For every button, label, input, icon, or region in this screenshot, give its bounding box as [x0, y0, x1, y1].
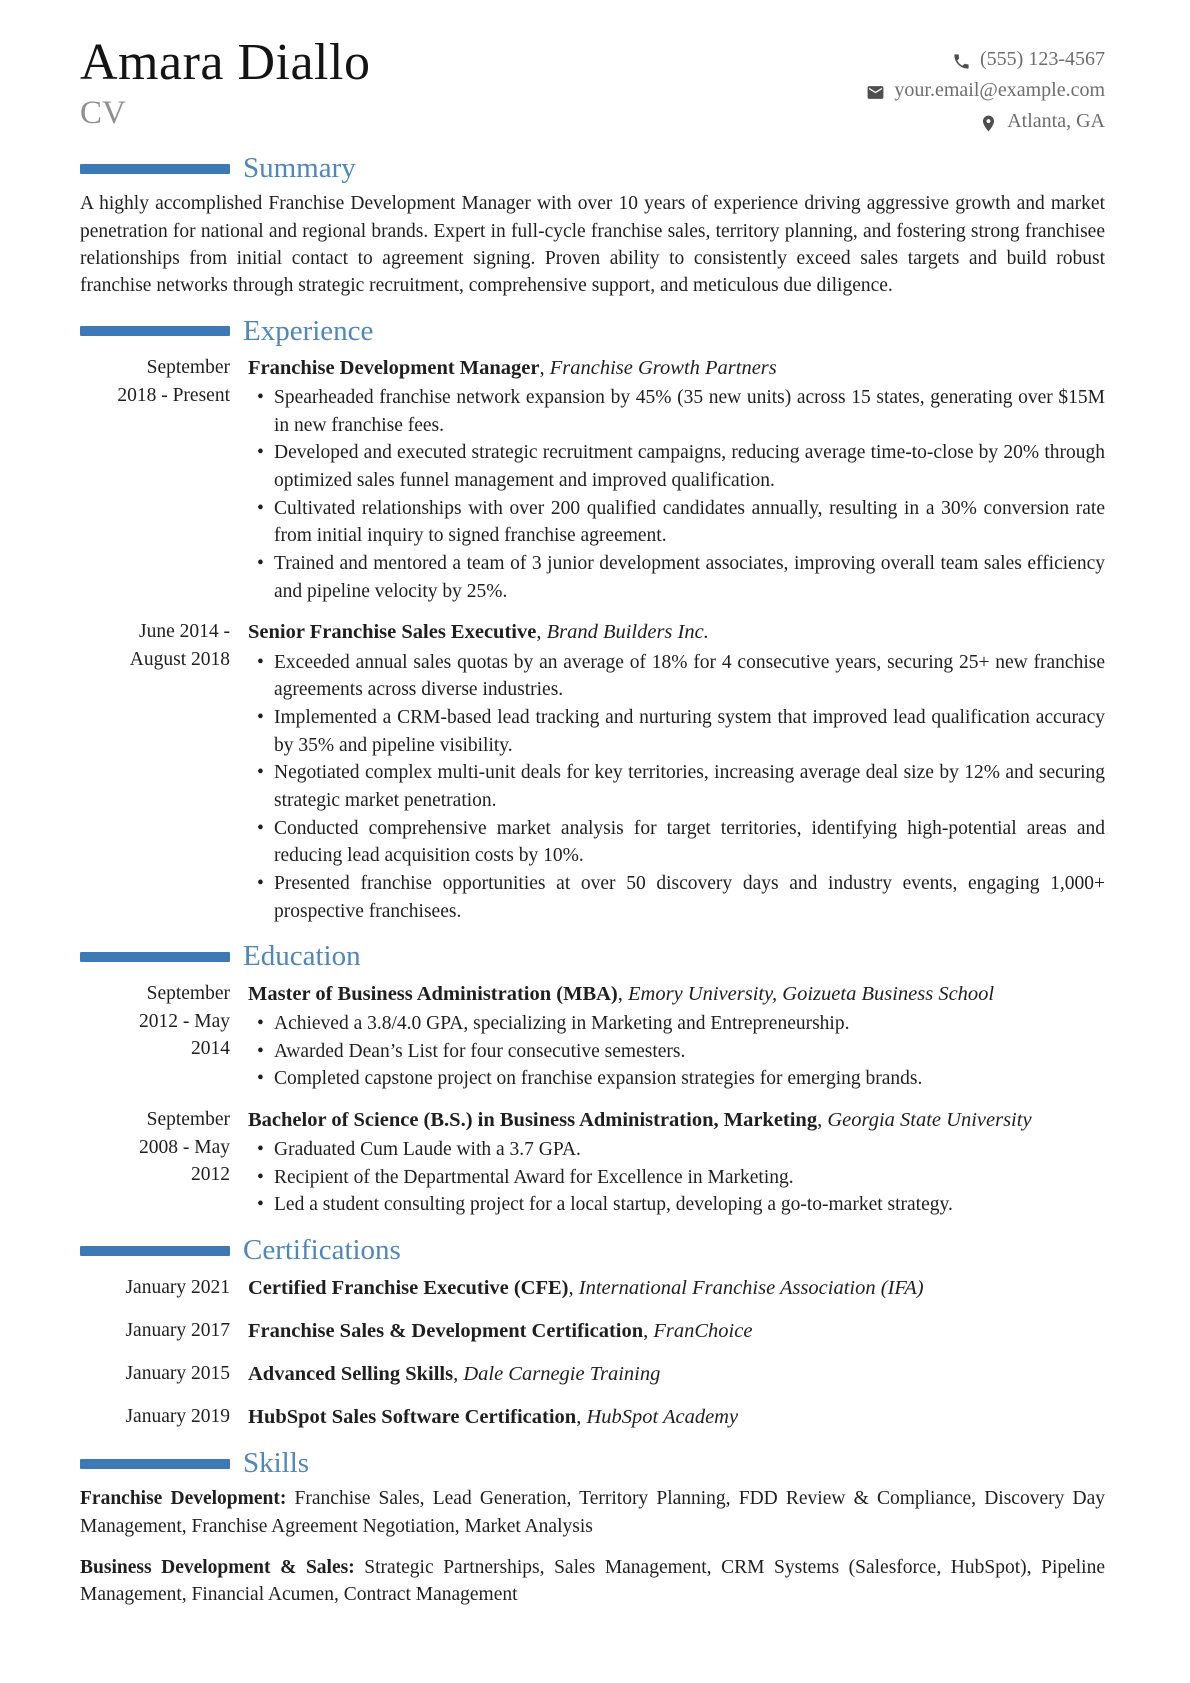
certification-date: January 2021: [125, 1276, 230, 1298]
entry-body: [248, 980, 1105, 1093]
skill-group: [80, 1485, 1105, 1540]
certification-date: January 2015: [125, 1362, 230, 1384]
entry-dates: September 2008 - May 2012: [139, 1108, 230, 1186]
location-text: Atlanta, GA: [1007, 110, 1105, 132]
skill-list: Strategic Partnerships, Sales Management, CRM Systems (Salesforce, HubSpot), Pipeline Management, Financial Acumen, Contract Management: [80, 1556, 1106, 1606]
bullet-text: Graduated Cum Laude with a 3.7 GPA.: [274, 1139, 581, 1161]
certification-entry: [80, 1317, 1105, 1346]
certification-name: HubSpot Sales Software Certification: [248, 1405, 577, 1428]
separator: ,: [453, 1362, 464, 1385]
bullet-dot: •: [257, 1139, 264, 1161]
contact-phone-row: [866, 44, 1105, 75]
bullet-text: Trained and mentored a team of 3 junior development associates, improving overall team sales efficiency and pipeline velocity by 25%.: [274, 553, 1105, 602]
section-header-experience: [80, 315, 1105, 348]
bullet-text: Completed capstone project on franchise expansion strategies for emerging brands.: [274, 1068, 923, 1090]
entry-dates: June 2014 - August 2018: [129, 621, 230, 671]
degree-title-line: [248, 980, 1105, 1009]
entry-dates: September 2018 - Present: [117, 356, 230, 406]
job-bullets: [248, 384, 1105, 606]
bullet-dot: •: [257, 1166, 264, 1188]
bullet-dot: •: [257, 651, 264, 673]
bullet-item: [248, 759, 1105, 814]
phone-number: (555) 123-4567: [980, 48, 1105, 70]
entry-body: [248, 618, 1105, 925]
certification-name: Certified Franchise Executive (CFE): [248, 1276, 569, 1299]
school-name: Georgia State University: [827, 1108, 1032, 1131]
bullet-item: [248, 870, 1105, 925]
bullet-item: [248, 1065, 1105, 1093]
identity-block: [80, 36, 370, 130]
section-accent-bar: [80, 164, 230, 174]
bullet-dot: •: [257, 817, 264, 839]
job-title-line: [248, 618, 1105, 647]
section-title-certifications: Certifications: [243, 1234, 401, 1267]
bullet-item: [248, 495, 1105, 550]
bullet-text: Achieved a 3.8/4.0 GPA, specializing in Marketing and Entrepreneurship.: [274, 1012, 850, 1034]
certification-line: [248, 1317, 1105, 1346]
bullet-dot: •: [257, 762, 264, 784]
experience-entry: [80, 618, 1105, 925]
bullet-item: [248, 1191, 1105, 1219]
section-header-skills: [80, 1447, 1105, 1480]
job-title-line: [248, 354, 1105, 383]
separator: ,: [817, 1108, 828, 1131]
bullet-text: Presented franchise opportunities at over 50 discovery days and industry events, engaging 1,000+ prospective franchisees.: [274, 873, 1105, 922]
certification-name: Franchise Sales & Development Certification: [248, 1319, 644, 1342]
section-accent-bar: [80, 1459, 230, 1469]
section-title-experience: Experience: [243, 314, 374, 347]
certification-line: [248, 1274, 1105, 1303]
bullet-text: Negotiated complex multi-unit deals for key territories, increasing average deal size by 12% and securing strategic market penetration.: [274, 762, 1105, 812]
certification-date: January 2019: [125, 1405, 230, 1427]
section-accent-bar: [80, 1246, 230, 1256]
job-company: Franchise Growth Partners: [549, 356, 777, 379]
contact-email-row: [866, 75, 1105, 106]
bullet-dot: •: [257, 1194, 264, 1216]
person-name: Amara Diallo: [80, 34, 371, 91]
bullet-dot: •: [257, 497, 264, 519]
section-header-education: [80, 940, 1105, 973]
bullet-item: [248, 1038, 1105, 1066]
entry-body: [248, 354, 1105, 606]
email-address: your.email@example.com: [894, 79, 1105, 101]
school-name: Emory University, Goizueta Business School: [628, 982, 995, 1005]
section-title-skills: Skills: [243, 1446, 310, 1479]
degree-bullets: [248, 1136, 1105, 1219]
certification-line: [248, 1360, 1105, 1389]
bullet-text: Developed and executed strategic recruitment campaigns, reducing average time-to-close by 20% through optimized sales funnel management and improved qualification.: [274, 442, 1105, 492]
section-header-certifications: [80, 1234, 1105, 1267]
bullet-item: [248, 649, 1105, 704]
separator: ,: [643, 1319, 654, 1342]
bullet-dot: •: [257, 1012, 264, 1034]
bullet-item: [248, 1164, 1105, 1192]
section-title-summary: Summary: [243, 152, 356, 184]
separator: ,: [617, 982, 629, 1005]
entry-dates: September 2012 - May 2014: [139, 982, 230, 1060]
bullet-text: Recipient of the Departmental Award for Excellence in Marketing.: [274, 1166, 794, 1188]
section-title-education: Education: [243, 940, 361, 973]
phone-icon: [952, 50, 971, 69]
bullet-dot: •: [257, 873, 264, 895]
bullet-text: Awarded Dean’s List for four consecutive semesters.: [274, 1040, 686, 1062]
certification-entry: [80, 1274, 1105, 1303]
degree-name: Master of Business Administration (MBA): [248, 982, 618, 1005]
entry-body: [248, 1106, 1105, 1219]
degree-name: Bachelor of Science (B.S.) in Business Administration, Marketing: [248, 1108, 818, 1131]
experience-entry: [80, 354, 1105, 606]
separator: ,: [536, 621, 547, 644]
bullet-text: Cultivated relationships with over 200 qualified candidates annually, resulting in a 30% conversion rate from initial inquiry to signed franchise agreement.: [274, 497, 1105, 547]
section-header-summary: [80, 152, 1105, 185]
section-accent-bar: [80, 952, 230, 962]
section-accent-bar: [80, 326, 230, 336]
document-subtitle: CV: [80, 95, 126, 132]
bullet-text: Spearheaded franchise network expansion by 45% (35 new units) across 15 states, generating over $15M in new franchise fees.: [274, 386, 1105, 436]
certification-issuer: HubSpot Academy: [586, 1405, 739, 1428]
bullet-item: [248, 384, 1105, 439]
bullet-dot: •: [257, 1040, 264, 1062]
education-entry: [80, 980, 1105, 1093]
separator: ,: [576, 1405, 587, 1428]
job-company: Brand Builders Inc.: [546, 621, 709, 644]
contact-block: [866, 44, 1105, 137]
skill-list: Franchise Sales, Lead Generation, Territory Planning, FDD Review & Compliance, Discovery Day Management, Franchise Agreement Negotiation, Market Analysis: [80, 1488, 1106, 1537]
education-entry: [80, 1106, 1105, 1219]
bullet-item: [248, 815, 1105, 870]
skill-category-label: Franchise Development:: [80, 1488, 287, 1510]
bullet-item: [248, 550, 1105, 605]
separator: ,: [568, 1276, 579, 1299]
certification-entry: [80, 1403, 1105, 1432]
certification-entry: [80, 1360, 1105, 1389]
cv-header: [80, 36, 1105, 137]
bullet-dot: •: [257, 706, 264, 728]
job-role: Senior Franchise Sales Executive: [248, 621, 537, 644]
bullet-dot: •: [257, 386, 264, 408]
certification-line: [248, 1403, 1105, 1432]
bullet-item: [248, 1136, 1105, 1164]
location-pin-icon: [979, 112, 998, 131]
job-bullets: [248, 649, 1105, 926]
bullet-item: [248, 704, 1105, 759]
contact-location-row: [866, 106, 1105, 137]
bullet-text: Exceeded annual sales quotas by an average of 18% for 4 consecutive years, securing 25+ new franchise agreements across diverse industries.: [274, 651, 1105, 701]
summary-text: A highly accomplished Franchise Development Manager with over 10 years of experience driving aggressive growth and market penetration for national and regional brands. Expert in full-cycle franchise sales, territory planning, and fostering strong franchisee relationships from initial contact to agreement signing. Proven ability to consistently exceed sales targets and build robust franchise networks through strategic recruitment, comprehensive support, and meticulous due diligence.: [80, 193, 1105, 297]
bullet-text: Conducted comprehensive market analysis for target territories, identifying high-potential areas and reducing lead acquisition costs by 10%.: [274, 817, 1105, 867]
certification-issuer: Dale Carnegie Training: [463, 1362, 661, 1385]
certification-issuer: FranChoice: [653, 1319, 753, 1342]
email-icon: [866, 81, 885, 100]
bullet-dot: •: [257, 442, 264, 464]
bullet-dot: •: [257, 553, 264, 575]
bullet-text: Led a student consulting project for a local startup, developing a go-to-market strategy.: [274, 1194, 953, 1216]
skill-group: [80, 1554, 1105, 1609]
certification-issuer: International Franchise Association (IFA): [578, 1276, 924, 1299]
skill-category-label: Business Development & Sales:: [80, 1556, 355, 1578]
certification-name: Advanced Selling Skills: [248, 1362, 454, 1385]
bullet-item: [248, 1010, 1105, 1038]
separator: ,: [539, 356, 550, 379]
bullet-item: [248, 439, 1105, 494]
certification-date: January 2017: [125, 1319, 230, 1341]
degree-title-line: [248, 1106, 1105, 1135]
bullet-dot: •: [257, 1068, 264, 1090]
job-role: Franchise Development Manager: [248, 356, 540, 379]
degree-bullets: [248, 1010, 1105, 1093]
bullet-text: Implemented a CRM-based lead tracking and nurturing system that improved lead qualification accuracy by 35% and pipeline visibility.: [274, 706, 1105, 756]
